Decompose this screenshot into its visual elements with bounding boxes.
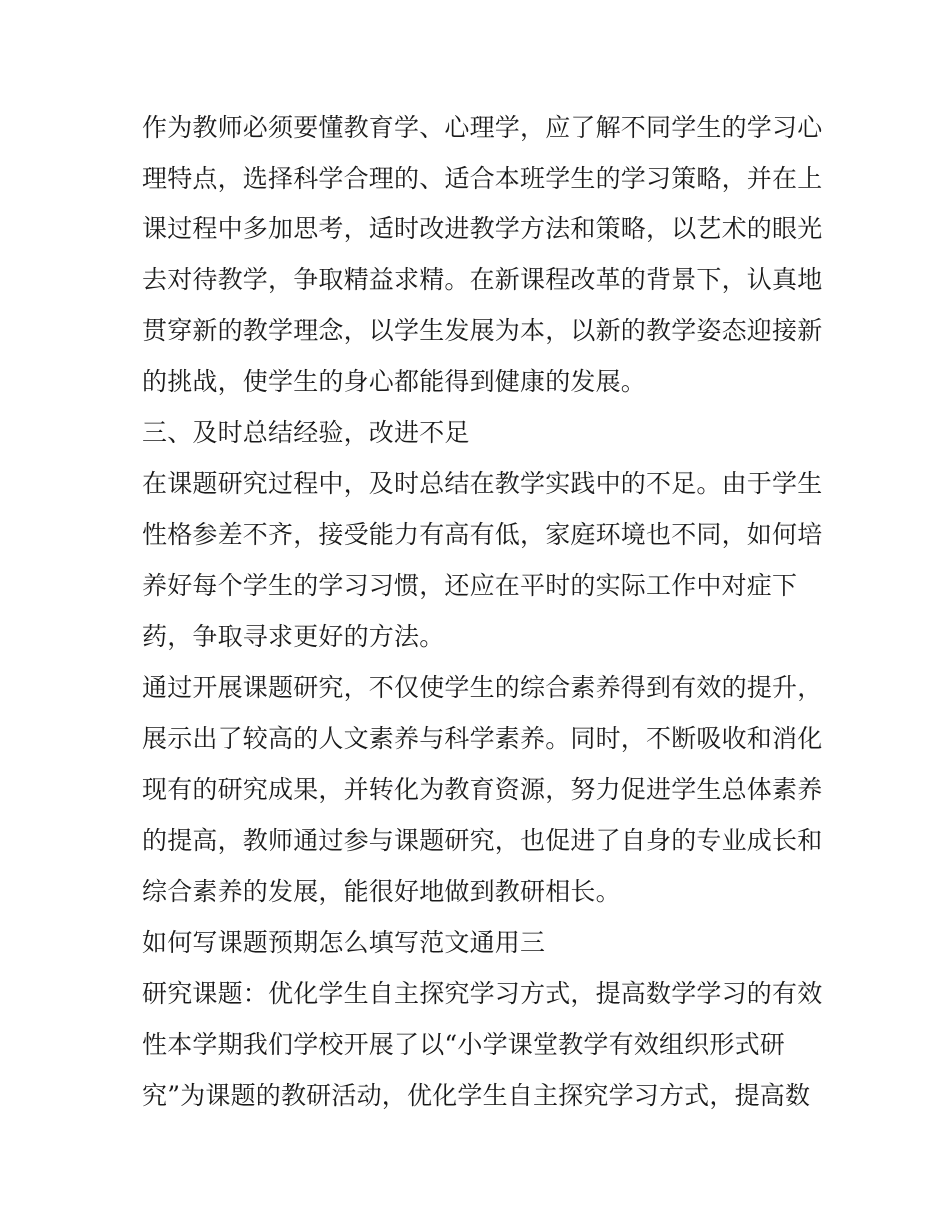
text-line: 性格参差不齐，接受能力有高有低，家庭环境也不同，如何培: [142, 520, 823, 549]
text-line: 展示出了较高的人文素养与科学素养。同时，不断吸收和消化: [142, 724, 823, 753]
text-line: 研究课题：优化学生自主探究学习方式，提高数学学习的有效: [142, 979, 823, 1008]
text-line: 作为教师必须要懂教育学、心理学，应了解不同学生的学习心: [142, 113, 823, 142]
text-line: 贯穿新的教学理念，以学生发展为本，以新的教学姿态迎接新: [142, 316, 823, 345]
section-heading: 如何写课题预期怎么填写范文通用三: [142, 928, 546, 957]
text-line: 的挑战，使学生的身心都能得到健康的发展。: [142, 367, 647, 396]
text-line: 药，争取寻求更好的方法。: [142, 622, 445, 651]
text-line: 综合素养的发展，能很好地做到教研相长。: [142, 877, 621, 906]
text-line: 通过开展课题研究，不仅使学生的综合素养得到有效的提升，: [142, 673, 823, 702]
text-line: 理特点，选择科学合理的、适合本班学生的学习策略，并在上: [142, 164, 823, 193]
text-line: 养好每个学生的学习习惯，还应在平时的实际工作中对症下: [142, 571, 798, 600]
text-line: 性本学期我们学校开展了以“小学课堂教学有效组织形式研: [142, 1030, 785, 1059]
text-line: 究”为课题的教研活动，优化学生自主探究学习方式，提高数: [142, 1081, 811, 1110]
text-line: 课过程中多加思考，适时改进教学方法和策略，以艺术的眼光: [142, 214, 823, 243]
text-line: 在课题研究过程中，及时总结在教学实践中的不足。由于学生: [142, 469, 823, 498]
text-line: 的提高，教师通过参与课题研究，也促进了自身的专业成长和: [142, 826, 823, 855]
section-heading: 三、及时总结经验，改进不足: [142, 418, 470, 447]
text-line: 现有的研究成果，并转化为教育资源，努力促进学生总体素养: [142, 775, 823, 804]
text-line: 去对待教学，争取精益求精。在新课程改革的背景下，认真地: [142, 265, 823, 294]
